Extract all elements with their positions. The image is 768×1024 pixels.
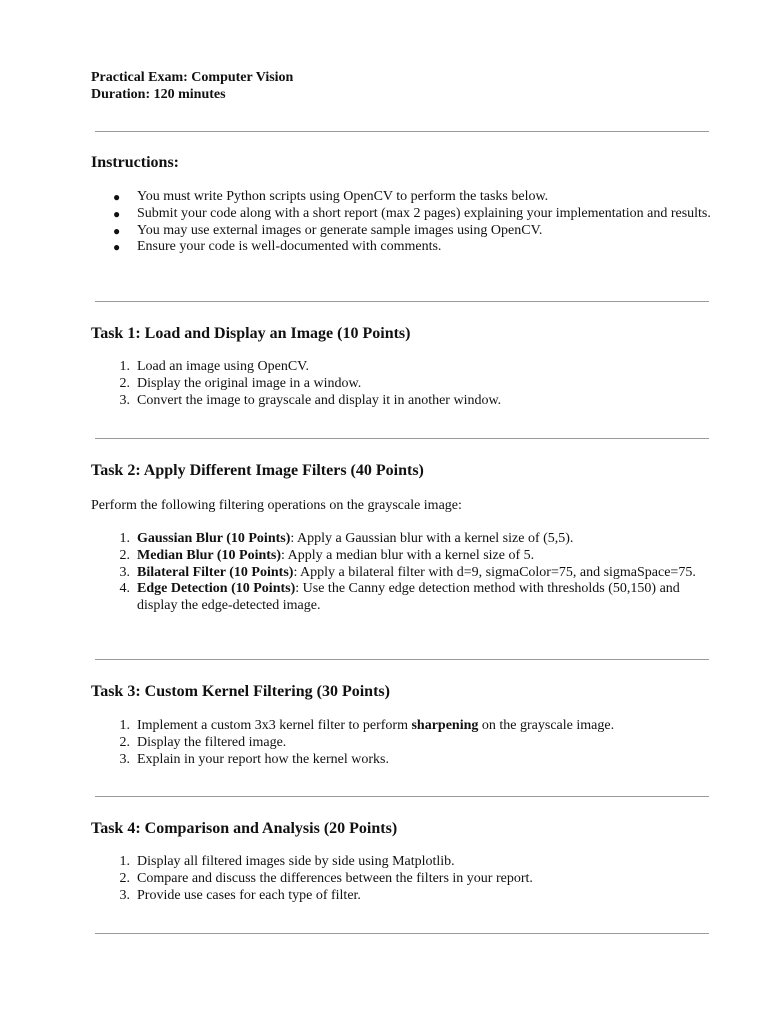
list-number: 1. xyxy=(119,854,130,869)
list-number: 1. xyxy=(119,718,130,733)
list-item xyxy=(91,359,721,376)
bullet-icon: ● xyxy=(113,190,121,204)
bullet-icon: ● xyxy=(113,223,121,238)
list-item xyxy=(91,376,721,393)
list-item-bold: sharpening xyxy=(411,718,479,733)
list-item-text: Convert the image to grayscale and display it in another window. xyxy=(137,392,502,408)
list-number: 3. xyxy=(119,564,130,580)
list-item xyxy=(91,854,721,871)
divider xyxy=(95,438,709,439)
list-item-text: Display the original image in a window. xyxy=(137,375,362,391)
list-item xyxy=(91,581,721,615)
list-number: 1. xyxy=(119,359,130,374)
list-item-text: : Apply a bilateral filter with d=9, sigmaColor=75, and sigmaSpace=75. xyxy=(293,564,696,580)
task1-heading: Task 1: Load and Display an Image (10 Points) xyxy=(91,325,411,342)
list-item-text: Compare and discuss the differences between the filters in your report. xyxy=(137,870,533,886)
list-item-text: Provide use cases for each type of filter. xyxy=(137,887,361,903)
task2-intro: Perform the following filtering operations on the grayscale image: xyxy=(91,498,462,513)
list-item xyxy=(91,239,721,256)
list-number: 1. xyxy=(119,531,130,546)
list-item-text: Explain in your report how the kernel works. xyxy=(137,751,389,767)
list-item-text: : Use the Canny edge detection method with thresholds (50,150) and display the edge-detected image. xyxy=(137,581,680,614)
list-item-text: : Apply a Gaussian blur with a kernel size of (5,5). xyxy=(290,531,574,546)
divider xyxy=(95,933,709,934)
task4-list xyxy=(91,854,721,904)
list-item-text: Display the filtered image. xyxy=(137,734,287,750)
list-number: 2. xyxy=(119,375,130,391)
list-number: 2. xyxy=(119,734,130,750)
list-item xyxy=(91,565,721,582)
list-item xyxy=(91,871,721,888)
list-item-text: Implement a custom 3x3 kernel filter to perform xyxy=(137,718,412,733)
bullet-icon: ● xyxy=(113,206,121,221)
list-item-bold: Median Blur (10 Points) xyxy=(137,547,282,563)
list-item xyxy=(91,888,721,905)
list-item-text: Ensure your code is well-documented with comments. xyxy=(137,239,442,255)
list-item-text: Display all filtered images side by side using Matplotlib. xyxy=(137,854,455,869)
task2-heading: Task 2: Apply Different Image Filters (40 Points) xyxy=(91,462,424,479)
list-number: 2. xyxy=(119,547,130,563)
list-item-text: You may use external images or generate sample images using OpenCV. xyxy=(137,222,543,238)
bullet-icon: ● xyxy=(113,240,121,255)
list-item-bold: Gaussian Blur (10 Points) xyxy=(137,531,291,546)
task3-list xyxy=(91,718,721,768)
task3-heading: Task 3: Custom Kernel Filtering (30 Points) xyxy=(91,683,390,700)
list-item-bold: Bilateral Filter (10 Points) xyxy=(137,564,294,580)
list-item xyxy=(91,206,721,223)
list-item xyxy=(91,223,721,240)
list-number: 2. xyxy=(119,870,130,886)
task4-heading: Task 4: Comparison and Analysis (20 Points) xyxy=(91,820,398,837)
list-item-text: Submit your code along with a short report (max 2 pages) explaining your implementation and results. xyxy=(137,205,711,221)
divider xyxy=(95,796,709,797)
exam-title: Practical Exam: Computer Vision xyxy=(91,70,294,85)
list-item-bold: Edge Detection (10 Points) xyxy=(137,581,296,597)
divider xyxy=(95,301,709,302)
list-item-text: You must write Python scripts using OpenCV to perform the tasks below. xyxy=(137,189,549,204)
list-number: 4. xyxy=(119,581,130,597)
list-item xyxy=(91,531,721,548)
instructions-list xyxy=(91,189,721,256)
document-header xyxy=(91,69,293,103)
list-item-text: : Apply a median blur with a kernel size of 5. xyxy=(281,547,535,563)
exam-duration: Duration: 120 minutes xyxy=(91,87,226,102)
list-item xyxy=(91,752,721,769)
list-number: 3. xyxy=(119,751,130,767)
list-item xyxy=(91,548,721,565)
list-item xyxy=(91,735,721,752)
list-item xyxy=(91,393,721,410)
instructions-heading: Instructions: xyxy=(91,154,180,171)
list-item-text: on the grayscale image. xyxy=(478,718,615,733)
list-item-text: Load an image using OpenCV. xyxy=(137,359,309,374)
divider xyxy=(95,659,709,660)
task1-list xyxy=(91,359,721,409)
list-number: 3. xyxy=(119,392,130,408)
task2-list xyxy=(91,531,721,615)
list-number: 3. xyxy=(119,887,130,903)
divider xyxy=(95,131,709,132)
list-item xyxy=(91,189,721,206)
list-item xyxy=(91,718,721,735)
